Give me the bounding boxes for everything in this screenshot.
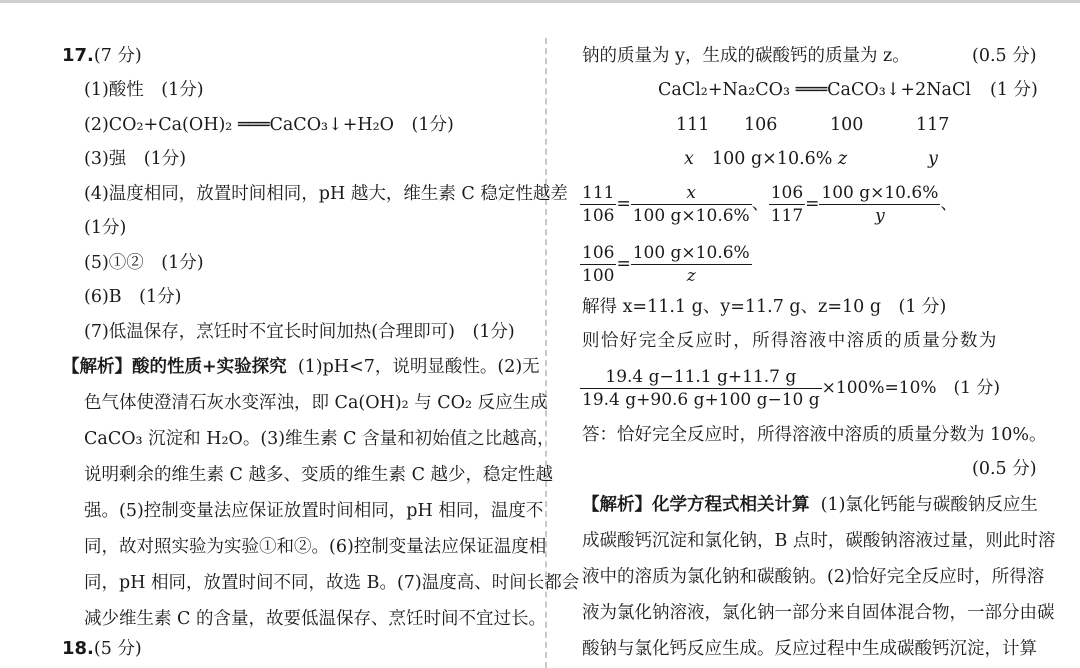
answer-line: (7)低温保存，烹饪时不宜长时间加热(合理即可) (1分) xyxy=(84,322,515,342)
analysis-line: 液中的溶质为氯化钠和碳酸钠。(2)恰好完全反应时，所得溶 xyxy=(582,567,1045,587)
relative-mass: 117 xyxy=(916,115,950,135)
percent-tail: ×100%=10% (1 分) xyxy=(821,378,1001,398)
analysis-first-line xyxy=(62,356,540,378)
fraction: $\frac{106}{100}$ xyxy=(582,243,615,286)
analysis-line: 色气体使澄清石灰水变浑浊，即 Ca(OH)₂ 与 CO₂ 反应生成 xyxy=(84,393,548,413)
analysis-line: 液为氯化钠溶液，氯化钠一部分来自固体混合物，一部分由碳 xyxy=(582,603,1055,623)
equals-sign: = xyxy=(616,254,631,274)
intro-line: 钠的质量为 y，生成的碳酸钙的质量为 z。 xyxy=(582,46,910,66)
question-score: (7 分) xyxy=(93,46,142,66)
analysis-line: 同，pH 相同，放置时间不同，故选 B。(7)温度高、时间长都会 xyxy=(84,573,580,593)
question-18-header xyxy=(62,638,142,660)
analysis-line: 同，故对照实验为实验①和②。(6)控制变量法应保证温度相 xyxy=(84,537,547,557)
analysis-line: 强。(5)控制变量法应保证放置时间相同，pH 相同，温度不 xyxy=(84,501,544,521)
relative-mass: 111 xyxy=(676,115,710,135)
answer-line: (5)①② (1分) xyxy=(84,253,204,273)
fraction: $\frac{106}{117}$ xyxy=(770,183,804,226)
ratio-row xyxy=(580,242,752,287)
answer-line: (3)强 (1分) xyxy=(84,149,187,169)
final-answer: 答：恰好完全反应时，所得溶液中溶质的质量分数为 10%。 xyxy=(582,425,1047,445)
answer-line: (4)温度相同，放置时间相同，pH 越大，维生素 C 稳定性越差 xyxy=(84,184,568,204)
question-17-header xyxy=(62,45,142,67)
analysis-topic: 酸的性质+实验探究 xyxy=(132,357,287,377)
analysis-text: (1)氯化钙能与碳酸钠反应生 xyxy=(820,495,1038,515)
unknown-var: x xyxy=(684,149,694,169)
analysis-line: 酸钠与氯化钙反应生成。反应过程中生成碳酸钙沉淀，计算 xyxy=(582,639,1037,659)
unknown-var: z xyxy=(838,149,848,169)
question-number: 18. xyxy=(62,638,94,659)
percent-calc xyxy=(580,366,1000,411)
analysis-first-line xyxy=(582,494,1038,516)
score-mark: (0.5 分) xyxy=(972,459,1037,479)
equals-sign: = xyxy=(616,194,631,214)
fraction: $\frac{x}{100 g\times 10.6\%}$ xyxy=(632,183,750,226)
fraction: $\frac{19.4 g-11.1 g+11.7 g}{19.4 g+90.6 g+100 g-10 g}$ xyxy=(582,367,820,410)
fraction-intro: 则恰好完全反应时，所得溶液中溶质的质量分数为 xyxy=(582,331,998,351)
relative-mass: 106 xyxy=(744,115,778,135)
analysis-line: 减少维生素 C 的含量，故要低温保存、烹饪时间不宜过长。 xyxy=(84,609,547,629)
fraction: $\frac{111}{106}$ xyxy=(582,183,615,226)
separator: 、 xyxy=(751,194,769,214)
chemical-equation: CaCl₂+Na₂CO₃ ═══CaCO₃↓+2NaCl xyxy=(658,80,971,100)
analysis-line: 说明剩余的维生素 C 越多、变质的维生素 C 越少，稳定性越 xyxy=(84,465,554,485)
unknown-var: y xyxy=(928,149,938,169)
ratio-row xyxy=(580,182,957,227)
analysis-text: (1)pH<7，说明显酸性。(2)无 xyxy=(297,357,540,377)
fraction: $\frac{100 g\times 10.6\%}{y}$ xyxy=(821,183,939,226)
question-number: 17. xyxy=(62,45,94,66)
solve-line: 解得 x=11.1 g、y=11.7 g、z=10 g (1 分) xyxy=(582,297,947,317)
analysis-tag: 【解析】 xyxy=(62,357,132,377)
known-mass: 100 g×10.6% xyxy=(712,149,833,169)
score-mark: (1 分) xyxy=(990,80,1038,100)
answer-line: (1分) xyxy=(84,218,127,238)
score-mark: (0.5 分) xyxy=(972,46,1037,66)
fraction: $\frac{100 g\times 10.6\%}{z}$ xyxy=(632,243,750,286)
relative-mass: 100 xyxy=(830,115,864,135)
answer-line: (6)B (1分) xyxy=(84,287,182,307)
top-border xyxy=(0,0,1080,3)
answer-line: (2)CO₂+Ca(OH)₂ ═══CaCO₃↓+H₂O (1分) xyxy=(84,115,454,135)
separator: 、 xyxy=(940,194,958,214)
equals-sign: = xyxy=(805,194,820,214)
analysis-line: CaCO₃ 沉淀和 H₂O。(3)维生素 C 含量和初始值之比越高， xyxy=(84,429,555,449)
question-score: (5 分) xyxy=(93,639,142,659)
analysis-topic: 化学方程式相关计算 xyxy=(652,495,810,515)
analysis-line: 成碳酸钙沉淀和氯化钠，B 点时，碳酸钠溶液过量，则此时溶 xyxy=(582,531,1056,551)
answer-line: (1)酸性 (1分) xyxy=(84,80,204,100)
analysis-tag: 【解析】 xyxy=(582,495,652,515)
